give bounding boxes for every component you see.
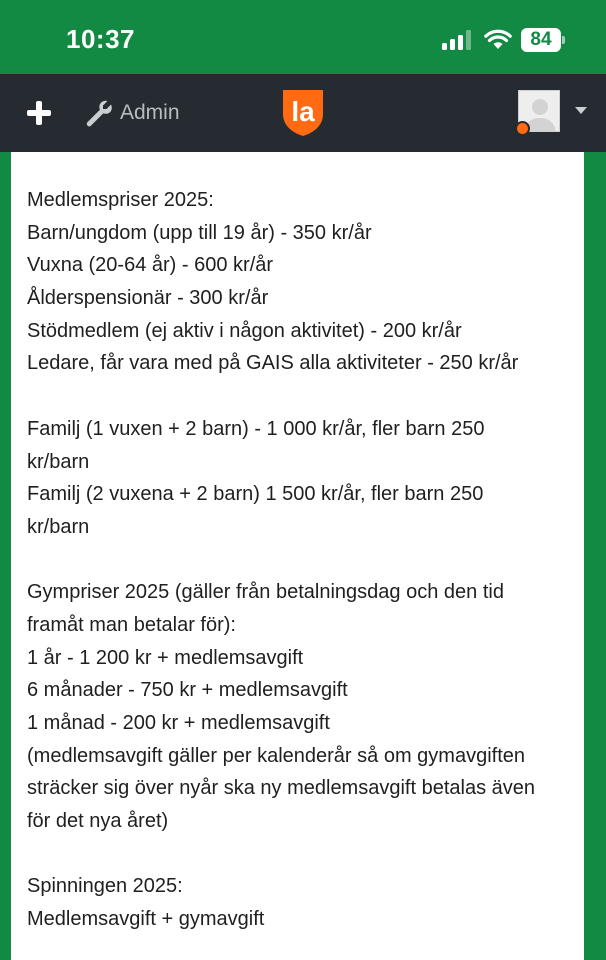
post-content xyxy=(11,152,584,960)
add-button[interactable] xyxy=(24,98,54,128)
wifi-icon xyxy=(484,28,512,50)
user-menu[interactable] xyxy=(516,90,592,140)
notification-dot xyxy=(515,121,530,136)
blank-line xyxy=(27,544,577,577)
text-line: Spinningen 2025: xyxy=(27,875,183,898)
battery-icon xyxy=(521,28,565,52)
text-line: Medlemspriser 2025: xyxy=(27,189,214,211)
text-line: Ledare, får vara med på GAIS alla aktiviteter - 250 kr/år xyxy=(27,352,519,375)
text-line: kr/barn xyxy=(27,515,90,538)
cellular-signal-icon xyxy=(442,30,474,50)
text-line: framåt man betalar för): xyxy=(27,613,236,636)
text-line: Familj (2 vuxena + 2 barn) 1 500 kr/år, fler barn 250 xyxy=(27,483,484,506)
text-line: Gympriser 2025 (gäller från betalningsdag och den tid xyxy=(27,581,504,604)
wrench-icon xyxy=(84,98,114,128)
blank-line xyxy=(27,838,577,871)
app-logo[interactable] xyxy=(281,87,325,137)
app-header xyxy=(0,74,606,152)
text-line: (medlemsavgift gäller per kalenderår så om gymavgiften xyxy=(27,744,525,767)
text-line: 1 år - 1 200 kr + medlemsavgift xyxy=(27,646,304,669)
text-line: 1 månad - 200 kr + medlemsavgift xyxy=(27,712,330,734)
text-line: Stödmedlem (ej aktiv i någon aktivitet) - 200 kr/år xyxy=(27,319,462,342)
text-line: Ålderspensionär - 300 kr/år xyxy=(27,287,269,310)
text-line: Familj (1 vuxen + 2 barn) - 1 000 kr/år, fler barn 250 xyxy=(27,417,485,440)
scroll-edge xyxy=(584,152,606,960)
text-line: 6 månader - 750 kr + medlemsavgift xyxy=(27,679,348,702)
text-line: Medlemsavgift + gymavgift xyxy=(27,908,265,931)
status-bar xyxy=(0,0,606,74)
text-line: kr/barn xyxy=(27,450,90,473)
battery-level: 84 xyxy=(521,28,561,52)
caret-down-icon[interactable] xyxy=(575,107,587,114)
admin-label: Admin xyxy=(120,101,180,124)
text-line: sträcker sig över nyår ska ny medlemsavgift betalas även xyxy=(27,777,535,800)
blank-line xyxy=(27,380,577,413)
text-line: för det nya året) xyxy=(27,810,169,833)
admin-link[interactable] xyxy=(84,96,180,130)
text-line: Vuxna (20-64 år) - 600 kr/år xyxy=(27,254,274,277)
text-line: Barn/ungdom (upp till 19 år) - 350 kr/år xyxy=(27,221,372,244)
status-time: 10:37 xyxy=(66,24,135,54)
price-text xyxy=(27,184,577,936)
logo-text: la xyxy=(291,96,315,127)
